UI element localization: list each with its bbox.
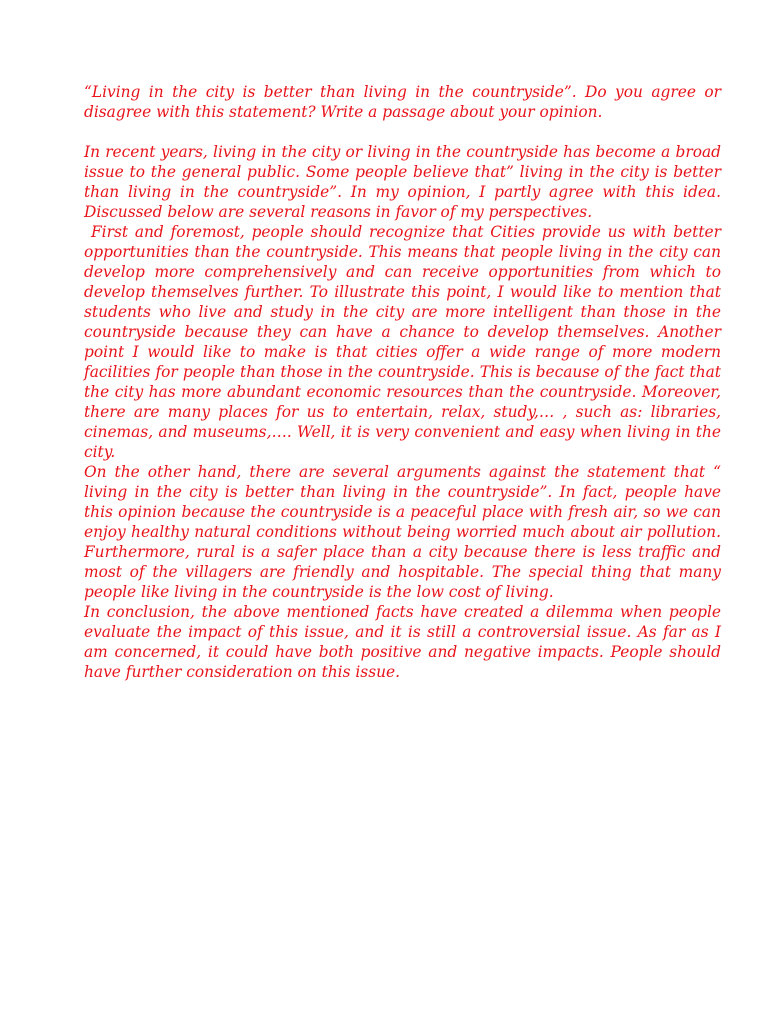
essay-body <box>84 82 721 682</box>
essay-prompt: “Living in the city is better than living in the countryside”. Do you agree or disagree with this statement? Write a passage about your opinion. <box>84 83 721 121</box>
paragraph-arguments-against: On the other hand, there are several arguments against the statement that “ living in the city is better than living in the countryside”. In fact, people have this opinion because the countryside is a peaceful place with fresh air, so we can enjoy healthy natural conditions without being worried much about air pollution. Furthermore, rural is a safer place than a city because there is less traffic and most of the villagers are friendly and hospitable. The special thing that many people like living in the countryside is the low cost of living. <box>84 463 721 601</box>
paragraph-introduction: In recent years, living in the city or living in the countryside has become a broad issue to the general public. Some people believe that” living in the city is better than living in the countryside”. In my opinion, I partly agree with this idea. Discussed below are several reasons in favor of my perspectives. <box>84 143 721 221</box>
paragraph-conclusion: In conclusion, the above mentioned facts have created a dilemma when people evaluate the impact of this issue, and it is still a controversial issue. As far as I am concerned, it could have both positive and negative impacts. People should have further consideration on this issue. <box>84 603 721 681</box>
paragraph-arguments-for: First and foremost, people should recognize that Cities provide us with better opportunities than the countryside. This means that people living in the city can develop more comprehensively and can receive opportunities from which to develop themselves further. To illustrate this point, I would like to mention that students who live and study in the city are more intelligent than those in the countryside because they can have a chance to develop themselves. Another point I would like to make is that cities offer a wide range of more modern facilities for people than those in the countryside. This is because of the fact that the city has more abundant economic resources than the countryside. Moreover, there are many places for us to entertain, relax, study,… , such as: libraries, cinemas, and museums,…. Well, it is very convenient and easy when living in the city. <box>84 223 721 461</box>
